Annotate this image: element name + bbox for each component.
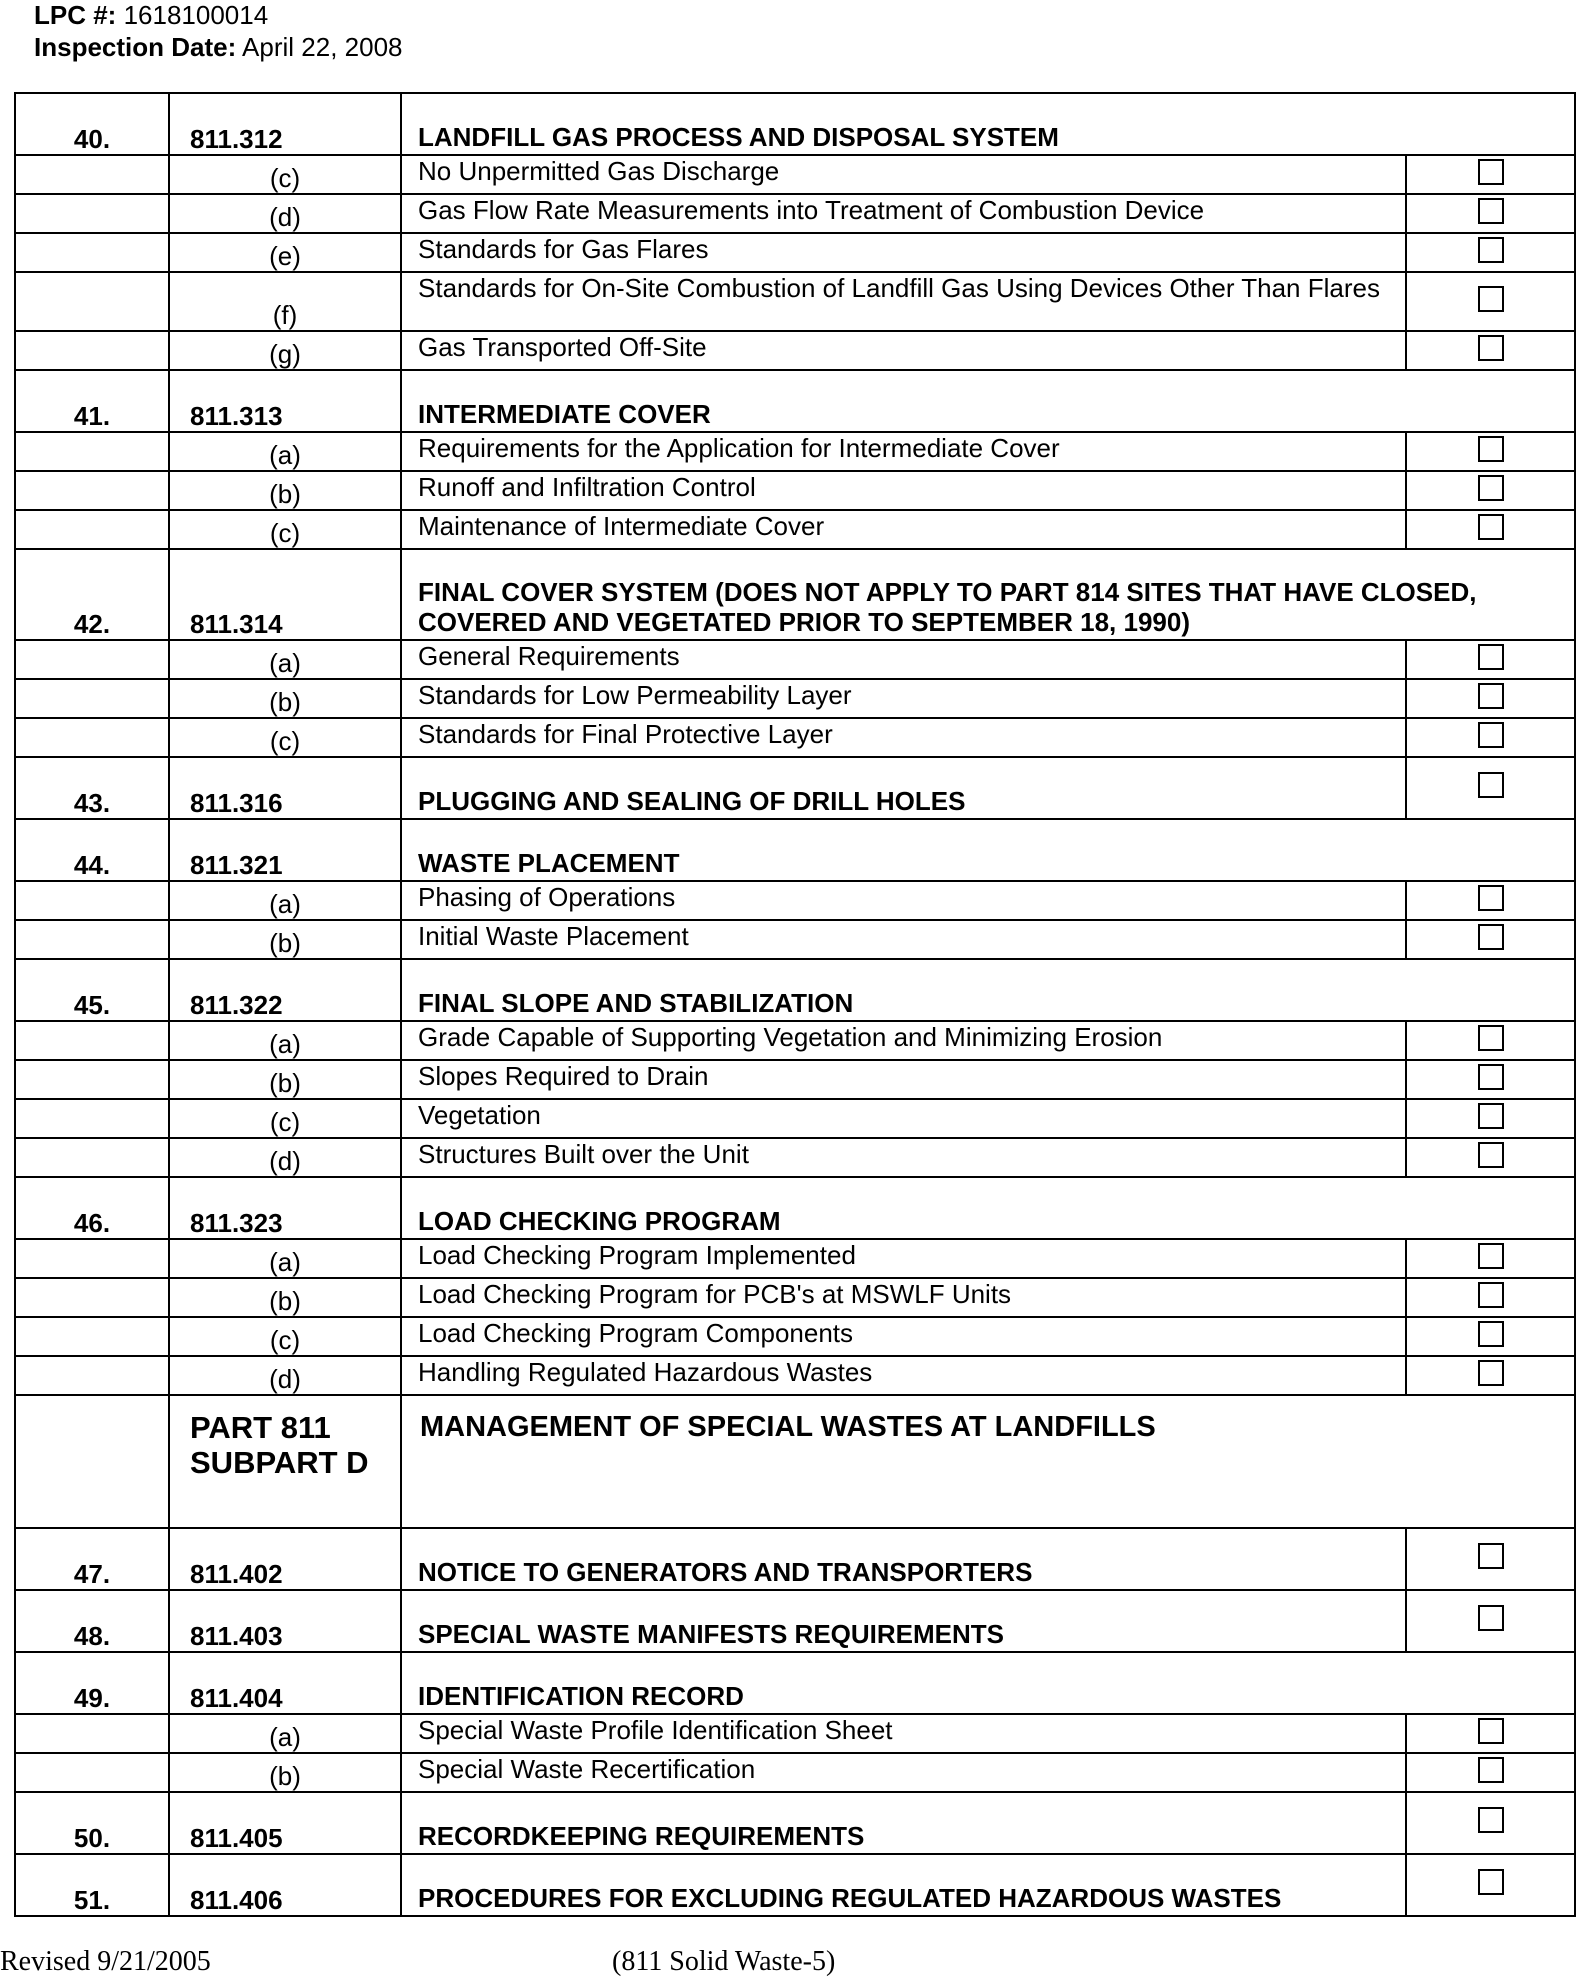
section-heading-row [15,757,1575,819]
subpart-title: MANAGEMENT OF SPECIAL WASTES AT LANDFILLS [401,1395,1575,1528]
checkbox[interactable] [1478,1360,1504,1386]
checkbox[interactable] [1478,1282,1504,1308]
section-heading-row [15,370,1575,432]
section-code: 811.312 [169,93,401,155]
checkbox[interactable] [1478,159,1504,185]
checklist-item-row [15,1714,1575,1753]
checkbox-cell [1406,920,1575,959]
checkbox-cell [1406,1239,1575,1278]
item-number: 50. [15,1792,169,1854]
checkbox-cell [1406,1714,1575,1753]
checkbox[interactable] [1478,1321,1504,1347]
section-title: IDENTIFICATION RECORD [401,1652,1575,1714]
checkbox[interactable] [1478,1718,1504,1744]
section-heading-row [15,959,1575,1021]
checkbox[interactable] [1478,436,1504,462]
item-number: 49. [15,1652,169,1714]
subsection-letter: (g) [169,331,401,370]
section-heading-row [15,1854,1575,1916]
empty-cell [15,920,169,959]
item-description: Requirements for the Application for Intermediate Cover [401,432,1406,471]
empty-cell [15,233,169,272]
subsection-letter: (a) [169,1021,401,1060]
checkbox-cell [1406,1138,1575,1177]
checkbox-cell [1406,718,1575,757]
item-description: Slopes Required to Drain [401,1060,1406,1099]
item-number: 47. [15,1528,169,1590]
checkbox[interactable] [1478,1869,1504,1895]
section-title: WASTE PLACEMENT [401,819,1575,881]
item-description: Special Waste Recertification [401,1753,1406,1792]
lpc-label: LPC #: [34,0,117,30]
checkbox[interactable] [1478,683,1504,709]
checklist-item-row [15,1021,1575,1060]
empty-cell [15,1753,169,1792]
subsection-letter: (a) [169,1714,401,1753]
item-number: 41. [15,370,169,432]
checklist-item-row [15,1317,1575,1356]
section-code: 811.323 [169,1177,401,1239]
checklist-item-row [15,1239,1575,1278]
subsection-letter: (c) [169,1317,401,1356]
empty-cell [15,194,169,233]
subsection-letter: (a) [169,640,401,679]
empty-cell [15,1021,169,1060]
subsection-letter: (f) [169,272,401,331]
checklist-item-row [15,510,1575,549]
inspection-date-value: April 22, 2008 [242,32,403,62]
empty-cell [15,155,169,194]
checklist-item-row [15,194,1575,233]
item-number: 43. [15,757,169,819]
checklist-item-row [15,640,1575,679]
checkbox[interactable] [1478,514,1504,540]
item-description: Standards for Final Protective Layer [401,718,1406,757]
checklist-item-row [15,1138,1575,1177]
section-code: 811.314 [169,549,401,640]
checkbox-cell [1406,272,1575,331]
checkbox[interactable] [1478,286,1504,312]
checkbox[interactable] [1478,924,1504,950]
empty-cell [15,1395,169,1528]
checkbox-cell [1406,331,1575,370]
checkbox[interactable] [1478,1064,1504,1090]
checkbox[interactable] [1478,1543,1504,1569]
item-description: Standards for Low Permeability Layer [401,679,1406,718]
subsection-letter: (a) [169,881,401,920]
item-description: Vegetation [401,1099,1406,1138]
item-number: 42. [15,549,169,640]
item-number: 48. [15,1590,169,1652]
checkbox-cell [1406,1099,1575,1138]
item-description: Load Checking Program for PCB's at MSWLF Units [401,1278,1406,1317]
item-number: 40. [15,93,169,155]
subsection-letter: (c) [169,155,401,194]
checklist-item-row [15,471,1575,510]
item-number: 51. [15,1854,169,1916]
empty-cell [15,471,169,510]
checkbox-cell [1406,510,1575,549]
checklist-item-row [15,233,1575,272]
checkbox[interactable] [1478,885,1504,911]
section-heading-row [15,819,1575,881]
checklist-item-row [15,679,1575,718]
section-code: 811.322 [169,959,401,1021]
empty-cell [15,640,169,679]
empty-cell [15,1356,169,1395]
section-title: PROCEDURES FOR EXCLUDING REGULATED HAZARDOUS WASTES [401,1854,1406,1916]
section-code: 811.316 [169,757,401,819]
empty-cell [15,718,169,757]
checkbox[interactable] [1478,1142,1504,1168]
item-description: Special Waste Profile Identification Sheet [401,1714,1406,1753]
checkbox-cell [1406,1278,1575,1317]
subpart-code: PART 811 SUBPART D [169,1395,401,1528]
checkbox[interactable] [1478,198,1504,224]
section-heading-row [15,1528,1575,1590]
section-code: 811.402 [169,1528,401,1590]
item-description: Runoff and Infiltration Control [401,471,1406,510]
empty-cell [15,1099,169,1138]
empty-cell [15,510,169,549]
empty-cell [15,331,169,370]
checklist-item-row [15,718,1575,757]
subsection-letter: (c) [169,1099,401,1138]
checkbox-cell [1406,1356,1575,1395]
checklist-item-row [15,272,1575,331]
section-heading-row [15,1177,1575,1239]
section-title: LOAD CHECKING PROGRAM [401,1177,1575,1239]
checkbox[interactable] [1478,644,1504,670]
empty-cell [15,881,169,920]
checkbox-cell [1406,471,1575,510]
section-heading-row [15,1792,1575,1854]
checkbox[interactable] [1478,335,1504,361]
section-title: INTERMEDIATE COVER [401,370,1575,432]
checklist-item-row [15,1356,1575,1395]
section-title: FINAL COVER SYSTEM (DOES NOT APPLY TO PART 814 SITES THAT HAVE CLOSED, COVERED AND VEGETATED PRIOR TO SEPTEMBER 18, 1990) [401,549,1575,640]
checkbox-cell [1406,1021,1575,1060]
item-description: Initial Waste Placement [401,920,1406,959]
lpc-number-line [34,0,268,30]
empty-cell [15,1060,169,1099]
inspection-date-label: Inspection Date: [34,32,237,62]
checkbox[interactable] [1478,475,1504,501]
item-description: Handling Regulated Hazardous Wastes [401,1356,1406,1395]
section-code: 811.313 [169,370,401,432]
checkbox-cell [1406,679,1575,718]
section-heading-row [15,93,1575,155]
checkbox[interactable] [1478,1243,1504,1269]
page-identifier: (811 Solid Waste-5) [612,1946,836,1977]
checkbox-cell [1406,155,1575,194]
checklist-item-row [15,331,1575,370]
checklist-item-row [15,155,1575,194]
section-heading-row [15,1590,1575,1652]
item-description: Maintenance of Intermediate Cover [401,510,1406,549]
checkbox-cell [1406,1528,1575,1590]
subpart-heading-row [15,1395,1575,1528]
section-heading-row [15,1652,1575,1714]
checkbox-cell [1406,640,1575,679]
section-code: 811.406 [169,1854,401,1916]
item-number: 44. [15,819,169,881]
checkbox[interactable] [1478,1605,1504,1631]
item-description: Gas Flow Rate Measurements into Treatment of Combustion Device [401,194,1406,233]
item-description: No Unpermitted Gas Discharge [401,155,1406,194]
checkbox-cell [1406,233,1575,272]
item-description: Standards for Gas Flares [401,233,1406,272]
item-number: 46. [15,1177,169,1239]
section-title: RECORDKEEPING REQUIREMENTS [401,1792,1406,1854]
section-title: LANDFILL GAS PROCESS AND DISPOSAL SYSTEM [401,93,1575,155]
empty-cell [15,679,169,718]
checkbox[interactable] [1478,1025,1504,1051]
subsection-letter: (b) [169,1278,401,1317]
item-description: Load Checking Program Implemented [401,1239,1406,1278]
empty-cell [15,1317,169,1356]
item-description: Gas Transported Off-Site [401,331,1406,370]
section-code: 811.405 [169,1792,401,1854]
subsection-letter: (b) [169,471,401,510]
checkbox[interactable] [1478,1757,1504,1783]
empty-cell [15,272,169,331]
inspection-date-line [34,32,403,62]
section-title: SPECIAL WASTE MANIFESTS REQUIREMENTS [401,1590,1406,1652]
empty-cell [15,432,169,471]
checklist-item-row [15,1278,1575,1317]
checkbox-cell [1406,757,1575,819]
checkbox-cell [1406,1060,1575,1099]
subsection-letter: (b) [169,1060,401,1099]
subsection-letter: (b) [169,1753,401,1792]
subsection-letter: (e) [169,233,401,272]
section-heading-row [15,549,1575,640]
checkbox-cell [1406,1753,1575,1792]
empty-cell [15,1138,169,1177]
checkbox-cell [1406,1854,1575,1916]
subsection-letter: (c) [169,718,401,757]
subsection-letter: (d) [169,1356,401,1395]
checkbox-cell [1406,881,1575,920]
revision-note: Revised 9/21/2005 [0,1946,211,1977]
checkbox-cell [1406,432,1575,471]
subsection-letter: (a) [169,432,401,471]
checkbox[interactable] [1478,1103,1504,1129]
checkbox-cell [1406,1792,1575,1854]
item-description: Load Checking Program Components [401,1317,1406,1356]
empty-cell [15,1278,169,1317]
checklist-item-row [15,1753,1575,1792]
item-number: 45. [15,959,169,1021]
subsection-letter: (d) [169,1138,401,1177]
section-title: FINAL SLOPE AND STABILIZATION [401,959,1575,1021]
subsection-letter: (d) [169,194,401,233]
item-description: Grade Capable of Supporting Vegetation and Minimizing Erosion [401,1021,1406,1060]
item-description: Phasing of Operations [401,881,1406,920]
subsection-letter: (b) [169,920,401,959]
subsection-letter: (a) [169,1239,401,1278]
checkbox-cell [1406,1317,1575,1356]
checklist-item-row [15,432,1575,471]
lpc-value: 1618100014 [123,0,269,30]
inspection-checklist-table [14,92,1576,1917]
section-title: PLUGGING AND SEALING OF DRILL HOLES [401,757,1406,819]
subsection-letter: (c) [169,510,401,549]
section-code: 811.321 [169,819,401,881]
checkbox-cell [1406,1590,1575,1652]
section-code: 811.404 [169,1652,401,1714]
empty-cell [15,1239,169,1278]
section-code: 811.403 [169,1590,401,1652]
checkbox[interactable] [1478,722,1504,748]
checkbox[interactable] [1478,237,1504,263]
checkbox-cell [1406,194,1575,233]
checkbox[interactable] [1478,772,1504,798]
checklist-item-row [15,1099,1575,1138]
checkbox[interactable] [1478,1807,1504,1833]
checklist-item-row [15,920,1575,959]
checklist-item-row [15,1060,1575,1099]
item-description: Standards for On-Site Combustion of Landfill Gas Using Devices Other Than Flares [401,272,1406,331]
checklist-item-row [15,881,1575,920]
item-description: Structures Built over the Unit [401,1138,1406,1177]
empty-cell [15,1714,169,1753]
subsection-letter: (b) [169,679,401,718]
item-description: General Requirements [401,640,1406,679]
section-title: NOTICE TO GENERATORS AND TRANSPORTERS [401,1528,1406,1590]
